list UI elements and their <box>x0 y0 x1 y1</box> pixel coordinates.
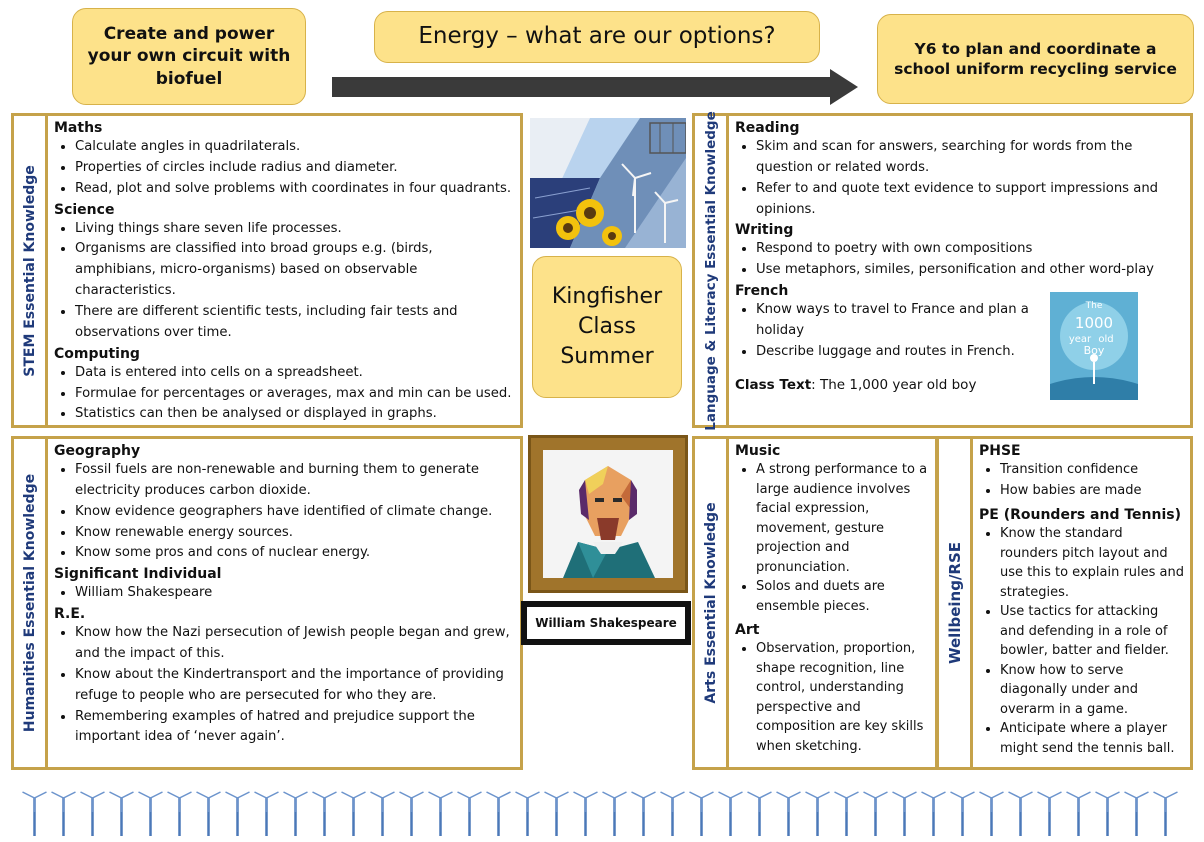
pe-heading: PE (Rounders and Tennis) <box>979 507 1182 524</box>
list-item: • Skim and scan for answers, searching for words from the question or related words. <box>756 137 1184 179</box>
header-right-pill <box>877 14 1194 104</box>
wind-turbine-icon <box>23 792 47 836</box>
book-title-old: old <box>1098 334 1114 345</box>
arrow-right-icon <box>830 69 858 105</box>
list-item: • Know the standard rounders pitch layout and use this to explain rules and strategies. <box>1000 524 1184 602</box>
arts-box <box>692 436 938 770</box>
list-item: • Living things share seven life processes. <box>75 219 514 240</box>
french-heading: French <box>735 283 789 300</box>
arts-content <box>729 439 935 767</box>
wind-turbine-icon <box>139 792 163 836</box>
shakespeare-portrait-image <box>543 450 673 578</box>
art-heading: Art <box>735 622 760 638</box>
wind-turbine-icon <box>661 792 685 836</box>
list-item: • Observation, proportion, shape recognition, line control, understanding perspective and composition are key skills when sketching. <box>756 639 929 756</box>
book-cover-image <box>1050 292 1138 400</box>
list-item: • Use tactics for attacking and defending in a role of bowler, batter and fielder. <box>1000 602 1184 661</box>
humanities-content <box>48 439 520 767</box>
class-title-line3: Summer <box>560 343 654 369</box>
humanities-label: Humanities Essential Knowledge <box>14 439 48 767</box>
list-item: • Anticipate where a player might send the tennis ball. <box>1000 719 1184 758</box>
wind-turbine-icon <box>255 792 279 836</box>
wind-turbine-icon <box>806 792 830 836</box>
list-item: • Refer to and quote text evidence to support impressions and opinions. <box>756 179 1184 221</box>
list-item: • Know renewable energy sources. <box>75 523 514 544</box>
wind-turbine-icon <box>52 792 76 836</box>
wind-turbine-icon <box>1096 792 1120 836</box>
wind-turbine-icon <box>1154 792 1178 836</box>
list-item: • Know some pros and cons of nuclear energy. <box>75 543 514 564</box>
re-list <box>54 623 514 748</box>
wind-turbine-icon <box>458 792 482 836</box>
wind-turbine-icon <box>893 792 917 836</box>
wind-turbine-icon <box>429 792 453 836</box>
book-title-boy: Boy <box>1083 344 1105 357</box>
portrait-frame <box>528 435 688 593</box>
list-item: • Remembering examples of hatred and prejudice support the important idea of ‘never again’. <box>75 707 514 749</box>
wind-turbine-icon <box>603 792 627 836</box>
language-label: Language & Literacy Essential Knowledge <box>695 116 729 425</box>
list-item: • Know about the Kindertransport and the importance of providing refuge to people who are persecuted for who they are. <box>75 665 514 707</box>
stem-label: STEM Essential Knowledge <box>14 116 48 425</box>
reading-heading: Reading <box>735 120 800 136</box>
class-title-line2: Class <box>578 314 636 340</box>
renewable-energy-image <box>530 118 686 248</box>
wind-turbine-icon <box>574 792 598 836</box>
page-title: Energy – what are our options? <box>418 23 776 50</box>
header-right-text: Y6 to plan and coordinate a school uniform recycling service <box>894 39 1177 78</box>
class-text-value: : The 1,000 year old boy <box>811 376 977 393</box>
wind-turbine-icon <box>400 792 424 836</box>
wind-turbine-icon <box>777 792 801 836</box>
list-item: • Fossil fuels are non-renewable and burning them to generate electricity produces carbon dioxide. <box>75 460 514 502</box>
list-item: • William Shakespeare <box>75 583 514 604</box>
maths-heading: Maths <box>54 120 103 136</box>
list-item: • Use metaphors, similes, personification and other word-play <box>756 260 1184 281</box>
book-title-top: The <box>1085 301 1103 311</box>
list-item: • Solos and duets are ensemble pieces. <box>756 577 929 616</box>
wind-turbine-icon <box>81 792 105 836</box>
header-center-pill <box>374 11 820 63</box>
pe-list <box>979 524 1184 758</box>
music-heading: Music <box>735 443 781 459</box>
list-item: • Formulae for percentages or averages, max and min can be used. <box>75 384 514 405</box>
list-item: • How babies are made <box>1000 481 1184 502</box>
re-heading: R.E. <box>54 606 86 623</box>
wind-turbine-icon <box>690 792 714 836</box>
book-title-number: 1000 <box>1074 314 1114 332</box>
wind-turbine-icon <box>1067 792 1091 836</box>
wind-turbine-icon <box>168 792 192 836</box>
list-item: • A strong performance to a large audience involves facial expression, movement, gesture projection and pronunciation. <box>756 460 929 577</box>
wind-turbine-icon <box>313 792 337 836</box>
music-list <box>735 460 929 616</box>
individual-heading: Significant Individual <box>54 566 222 583</box>
wind-turbine-icon <box>719 792 743 836</box>
wind-turbine-icon <box>980 792 1004 836</box>
list-item: • Know ways to travel to France and plan a holiday <box>756 300 1046 342</box>
computing-heading: Computing <box>54 345 140 362</box>
wind-turbine-icon <box>632 792 656 836</box>
class-title-pill <box>532 256 682 398</box>
wind-turbine-icon <box>835 792 859 836</box>
reading-list <box>735 137 1184 220</box>
wind-turbine-icon <box>342 792 366 836</box>
individual-list <box>54 583 514 604</box>
wind-turbine-icon <box>1009 792 1033 836</box>
wind-turbine-icon <box>922 792 946 836</box>
wind-turbine-icon <box>197 792 221 836</box>
wind-turbine-icon <box>951 792 975 836</box>
science-heading: Science <box>54 201 115 218</box>
wellbeing-label: Wellbeing/RSE <box>939 439 973 767</box>
wind-turbine-icon <box>110 792 134 836</box>
list-item: • Know how the Nazi persecution of Jewish people began and grew, and the impact of this. <box>75 623 514 665</box>
phse-heading: PHSE <box>979 443 1021 459</box>
wind-turbine-icon <box>371 792 395 836</box>
writing-heading: Writing <box>735 222 794 239</box>
list-item: • Know how to serve diagonally under and overarm in a game. <box>1000 661 1184 720</box>
list-item: • Respond to poetry with own compositions <box>756 239 1184 260</box>
wellbeing-content <box>973 439 1190 767</box>
stem-box <box>11 113 523 428</box>
maths-list <box>54 137 514 200</box>
list-item: • Know evidence geographers have identified of climate change. <box>75 502 514 523</box>
geography-list <box>54 460 514 564</box>
stem-content <box>48 116 520 425</box>
wind-turbine-icon <box>1125 792 1149 836</box>
portrait-caption: William Shakespeare <box>521 601 691 645</box>
wind-turbine-icon <box>487 792 511 836</box>
wind-turbine-icon <box>284 792 308 836</box>
wind-turbine-border <box>20 786 1180 838</box>
wind-turbine-icon <box>864 792 888 836</box>
list-item: • Calculate angles in quadrilaterals. <box>75 137 514 158</box>
writing-list <box>735 239 1184 281</box>
header-left-text: Create and power your own circuit with biofuel <box>87 24 291 89</box>
list-item: • There are different scientific tests, including fair tests and observations over time. <box>75 302 514 344</box>
arts-label: Arts Essential Knowledge <box>695 439 729 767</box>
wind-turbine-icon <box>748 792 772 836</box>
wind-turbine-icon <box>545 792 569 836</box>
computing-list <box>54 363 514 425</box>
wind-turbine-icon <box>516 792 540 836</box>
french-list <box>735 300 1046 363</box>
geography-heading: Geography <box>54 443 141 459</box>
list-item: • Transition confidence <box>1000 460 1184 481</box>
art-list <box>735 639 929 756</box>
wind-turbine-icon <box>1038 792 1062 836</box>
header-left-pill <box>72 8 306 105</box>
list-item: • Organisms are classified into broad groups e.g. (birds, amphibians, micro-organisms) based on observable characteristics. <box>75 239 514 302</box>
list-item: • Read, plot and solve problems with coordinates in four quadrants. <box>75 179 514 200</box>
arrow-shaft <box>332 77 832 97</box>
book-title-year: year <box>1068 334 1092 345</box>
wind-turbine-icon <box>226 792 250 836</box>
class-text-label: Class Text <box>735 376 812 393</box>
class-title-line1: Kingfisher <box>551 284 663 310</box>
wellbeing-box <box>936 436 1193 770</box>
science-list <box>54 219 514 344</box>
list-item: • Data is entered into cells on a spreadsheet. <box>75 363 514 384</box>
list-item: • Properties of circles include radius and diameter. <box>75 158 514 179</box>
list-item: • Statistics can then be analysed or displayed in graphs. <box>75 404 514 425</box>
phse-list <box>979 460 1184 501</box>
list-item: • Describe luggage and routes in French. <box>756 342 1046 363</box>
humanities-box <box>11 436 523 770</box>
